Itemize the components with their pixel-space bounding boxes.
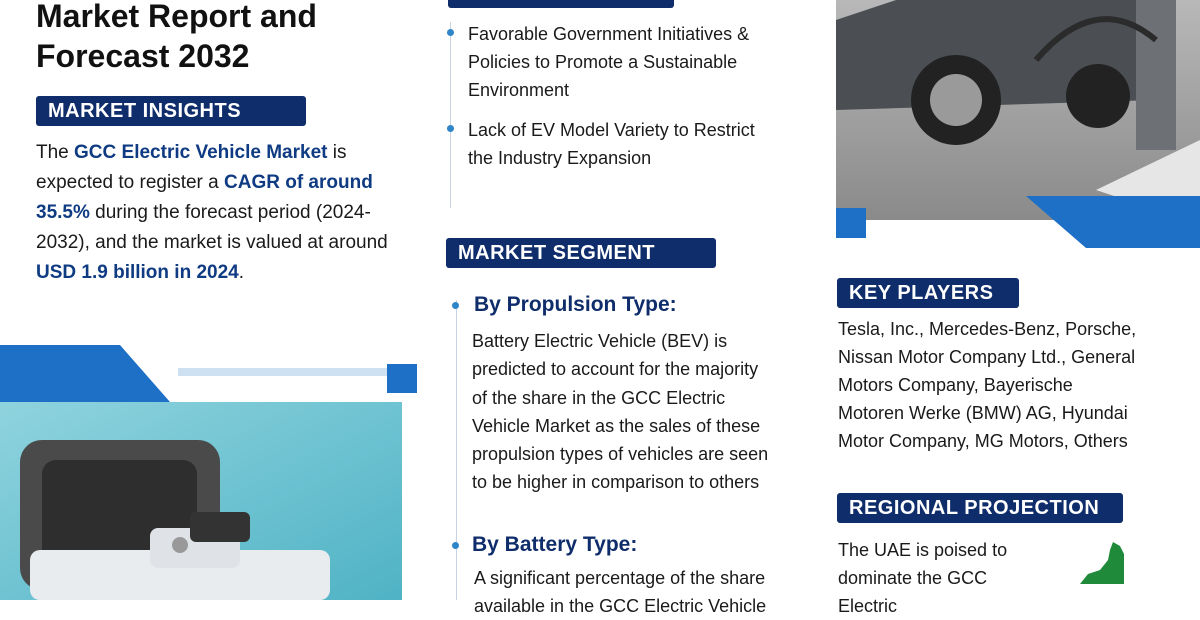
propulsion-text: Battery Electric Vehicle (BEV) is predicted to account for the majority of the share in the GCC Electric Vehicle Market as the sales of these propulsion types of vehicles are seen to be higher in comparison to others <box>472 331 769 493</box>
regional-projection-badge: REGIONAL PROJECTION <box>837 493 1123 523</box>
driver-item-2: Lack of EV Model Variety to Restrict the Industry Expansion <box>468 120 755 168</box>
insight-highlight-value: USD 1.9 billion in 2024 <box>36 262 239 283</box>
segment-divider <box>456 300 457 600</box>
battery-bullet <box>452 542 459 549</box>
insight-highlight-cagr: CAGR of around 35.5% <box>36 172 373 223</box>
market-insights-badge: MARKET INSIGHTS <box>36 96 306 126</box>
regional-text: The UAE is poised to dominate the GCC Electric <box>838 540 1008 616</box>
insight-text-3: during the forecast period (2024-2032), and the market is valued at around <box>36 202 388 253</box>
propulsion-bullet <box>452 302 459 309</box>
car-image-panel <box>836 0 1200 248</box>
key-players-text: Tesla, Inc., Mercedes-Benz, Porsche, Nissan Motor Company Ltd., General Motors Company, Bayerische Motoren Werke (BMW) AG, Hyundai Motor Company, MG Motors, Others <box>838 319 1137 451</box>
market-segment-badge: MARKET SEGMENT <box>446 238 716 268</box>
battery-text: A significant percentage of the share available in the GCC Electric Vehicle <box>474 568 767 616</box>
insight-text-2: is expected to register a <box>36 142 347 193</box>
battery-heading: By Battery Type: <box>472 533 638 556</box>
market-insights-text <box>36 138 414 288</box>
driver-bullet-1 <box>447 29 454 36</box>
report-title: Market Report and Forecast 2032 <box>36 0 317 74</box>
uae-map-icon <box>1078 540 1128 586</box>
charger-image-panel <box>0 340 420 600</box>
insight-text-1: The <box>36 142 75 163</box>
key-players-badge: KEY PLAYERS <box>837 278 1019 308</box>
driver-item-1: Favorable Government Initiatives & Policies to Promote a Sustainable Environment <box>468 24 750 100</box>
insight-text-4: . <box>238 262 245 283</box>
insight-highlight-market: GCC Electric Vehicle Market <box>74 142 328 163</box>
driver-bullet-2 <box>447 125 454 132</box>
drivers-top-badge-edge <box>448 0 674 8</box>
drivers-divider <box>450 22 451 208</box>
propulsion-heading: By Propulsion Type: <box>474 293 677 316</box>
